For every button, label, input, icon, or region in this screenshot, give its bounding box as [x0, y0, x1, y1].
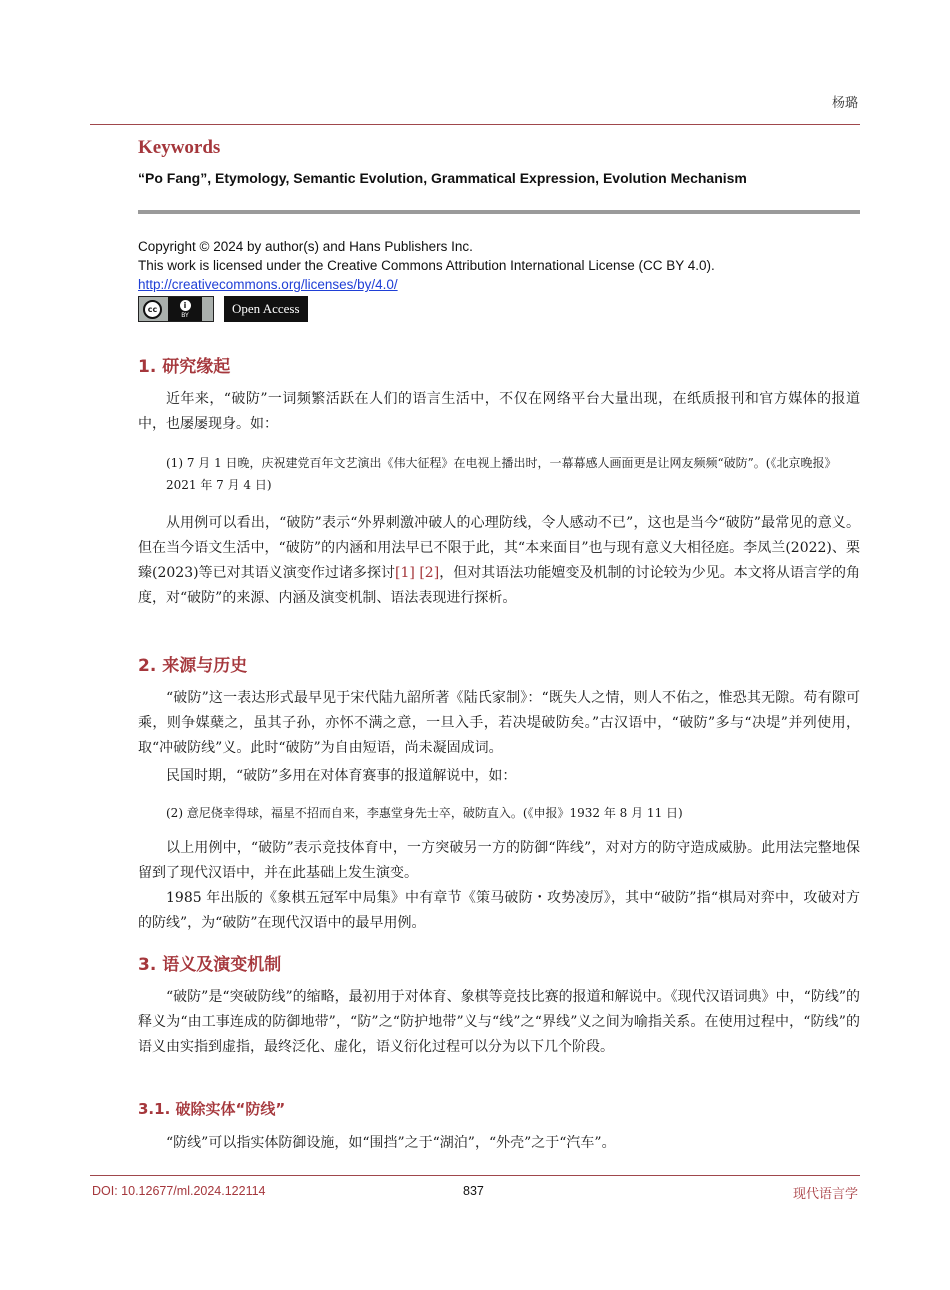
section-divider [138, 210, 860, 214]
section-2-heading: 2. 来源与历史 [138, 656, 248, 676]
section-3-heading: 3. 语义及演变机制 [138, 955, 282, 975]
open-access-badge: Open Access [224, 296, 308, 322]
running-header-author: 杨璐 [831, 96, 858, 111]
section-2-paragraph-1: “破防”这一表达形式最早见于宋代陆九韶所著《陆氏家制》：“既失人之情，则人不佑之，惟恐其无隙。苟有隙可乘，则争媒蘖之，虽其子孙，亦怀不满之意，一旦入手，若决堤破防矣。”古汉语中，“破防”多与“决堤”并列使用，取“冲破防线”义。此时“破防”为自由短语，尚未凝固成词。 [138, 690, 860, 756]
section-2-paragraph-4: 1985 年出版的《象棋五冠军中局集》中有章节《策马破防・攻势凌厉》，其中“破防”指“棋局对弈中，攻破对方的防线”，为“破防”在现代汉语中的最早用例。 [138, 890, 860, 931]
copyright-block [138, 237, 715, 294]
section-1-heading: 1. 研究缘起 [138, 357, 231, 377]
license-link[interactable]: http://creativecommons.org/licenses/by/4.0/ [138, 277, 398, 292]
cc-by-badge[interactable] [138, 296, 214, 322]
license-badges [138, 296, 308, 322]
section-2-paragraph-3: 以上用例中，“破防”表示竞技体育中，一方突破另一方的防御“阵线”，对对方的防守造成威胁。此用法完整地保留到了现代汉语中，并在此基础上发生演变。 [138, 840, 860, 881]
page-number: 837 [463, 1184, 484, 1198]
footer-doi[interactable]: DOI: 10.12677/ml.2024.122114 [92, 1184, 266, 1198]
example-2: (2) 意尼侥幸得球，福星不招而自来，李惠堂身先士卒，破防直入。(《申报》1932 年 8 月 11 日) [166, 806, 683, 820]
section-3-1-heading: 3.1. 破除实体“防线” [138, 1100, 286, 1118]
section-3-paragraph-1: “破防”是“突破防线”的缩略，最初用于对体育、象棋等竞技比赛的报道和解说中。《现代汉语词典》中，“防线”的释义为“由工事连成的防御地带”，“防”之“防护地带”义与“线”之“界线”义之间为喻指关系。在使用过程中，“防线”的语义由实指到虚指，最终泛化、虚化，语义衍化过程可以分为以下几个阶段。 [138, 989, 860, 1055]
example-1: (1) 7 月 1 日晚，庆祝建党百年文艺演出《伟大征程》在电视上播出时，一幕幕感人画面更是让网友频频“破防”。(《北京晚报》2021 年 7 月 4 日) [166, 456, 837, 492]
cc-icon: cc [143, 300, 162, 319]
section-3-1-paragraph-1: “防线”可以指实体防御设施，如“围挡”之于“湖泊”，“外壳”之于“汽车”。 [166, 1135, 616, 1151]
keywords-heading: Keywords [138, 137, 221, 158]
section-1-paragraph-2: 从用例可以看出，“破防”表示“外界刺激冲破人的心理防线，令人感动不已”，这也是当今“破防”最常见的意义。但在当今语文生活中，“破防”的内涵和用法早已不限于此，其“本来面目”也与现有意义大相径庭。李凤兰(2022)、栗臻(2023)等已对其语义演变作过诸多探讨[1] [2]，但对其语法功能嬗变及机制的讨论较为少见。本文将从语言学的角度，对“破防”的来源、内涵及演变机制、语法表现进行探析。 [138, 515, 860, 606]
section-2-paragraph-2: 民国时期，“破防”多用在对体育赛事的报道解说中，如： [166, 768, 517, 784]
copyright-line: Copyright © 2024 by author(s) and Hans Publishers Inc. [138, 239, 473, 254]
citation-2[interactable]: [2] [419, 565, 440, 581]
header-divider [90, 124, 860, 125]
by-icon: i BY [168, 297, 202, 321]
journal-name: 现代语言学 [792, 1187, 858, 1202]
footer-divider [90, 1175, 860, 1176]
citation-1[interactable]: [1] [395, 565, 415, 581]
license-line: This work is licensed under the Creative Commons Attribution International License (CC BY 4.0). [138, 258, 715, 273]
section-1-paragraph-1: 近年来，“破防”一词频繁活跃在人们的语言生活中，不仅在网络平台大量出现，在纸质报刊和官方媒体的报道中，也屡屡现身。如： [138, 391, 860, 432]
keywords-list: “Po Fang”, Etymology, Semantic Evolution, Grammatical Expression, Evolution Mechanism [138, 170, 747, 186]
